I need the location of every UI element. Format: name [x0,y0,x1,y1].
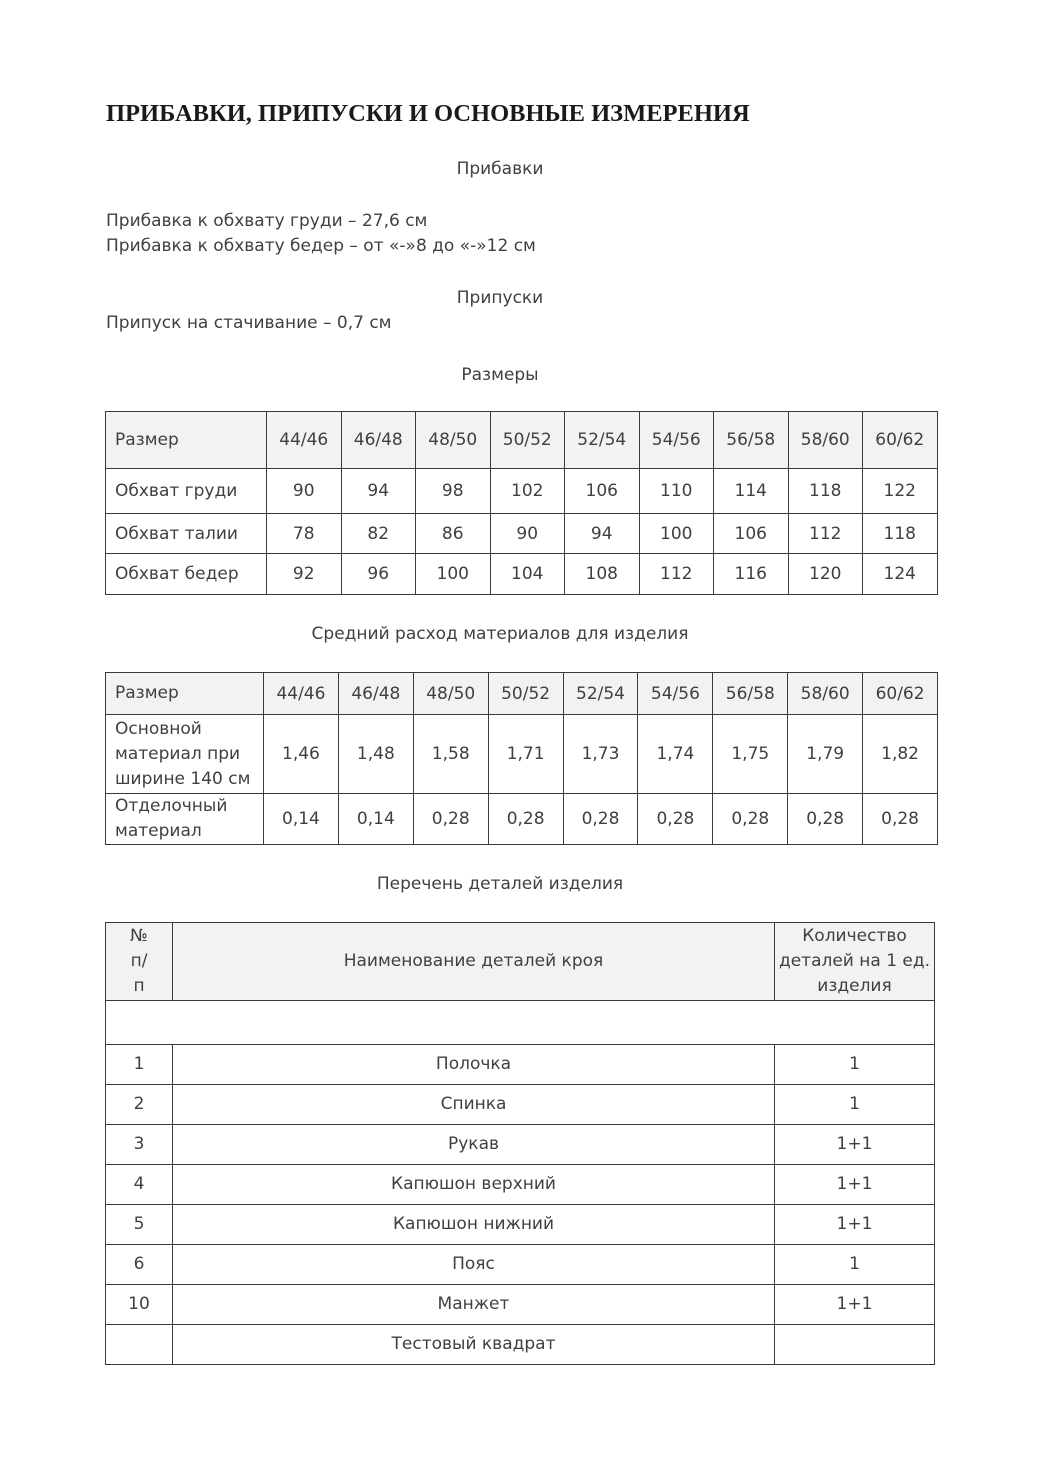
table-cell: 1 [106,1045,173,1085]
table-row [106,715,938,794]
sizes-heading: Размеры [461,365,539,385]
table-cell: 1,82 [863,715,938,794]
table-cell: 118 [788,469,863,514]
table-cell: 10 [106,1285,173,1325]
table-cell: 92 [267,554,342,595]
table-cell: Пояс [173,1245,775,1285]
table-cell: 0,28 [638,794,713,845]
row-label: Отделочный материал [106,794,264,845]
table-cell: 98 [416,469,491,514]
header-cell: 52/54 [565,412,640,469]
allowances-heading: Прибавки [456,159,544,179]
table-cell: 3 [106,1125,173,1165]
table-cell [106,1325,173,1365]
header-cell: 60/62 [863,412,938,469]
table-header-row [106,412,938,469]
table-row [106,1205,935,1245]
header-cell: 46/48 [341,412,416,469]
table-cell: 0,28 [713,794,788,845]
table-cell: Тестовый квадрат [173,1325,775,1365]
table-cell: 124 [863,554,938,595]
seam-line: Припуск на стачивание – 0,7 см [106,313,392,333]
header-cell: 44/46 [267,412,342,469]
table-cell: 1 [775,1245,935,1285]
table-cell: 1,71 [488,715,563,794]
header-cell: Количество деталей на 1 ед. изделия [775,923,935,1001]
header-cell: 60/62 [863,673,938,715]
table-cell: 1+1 [775,1205,935,1245]
table-row [106,1045,935,1085]
table-cell: 114 [714,469,789,514]
table-cell: 122 [863,469,938,514]
sizes-table [105,411,938,595]
allowance-line: Прибавка к обхвату бедер – от «-»8 до «-»12 см [106,236,536,256]
table-cell: 90 [267,469,342,514]
table-row [106,514,938,554]
table-row [106,1245,935,1285]
materials-table [105,672,938,845]
table-cell: 1,46 [264,715,339,794]
details-heading: Перечень деталей изделия [376,874,624,894]
table-cell: 0,28 [563,794,638,845]
table-cell: 1,48 [338,715,413,794]
table-cell: 78 [267,514,342,554]
table-cell: 0,28 [863,794,938,845]
table-cell: 120 [788,554,863,595]
allowance-line: Прибавка к обхвату груди – 27,6 см [106,211,428,231]
table-cell: 102 [490,469,565,514]
header-cell: 58/60 [788,673,863,715]
table-cell: 1 [775,1085,935,1125]
table-cell: 0,14 [264,794,339,845]
table-cell: 1 [775,1045,935,1085]
table-cell [775,1325,935,1365]
seams-heading: Припуски [456,288,544,308]
table-cell: Манжет [173,1285,775,1325]
empty-row-cell [106,1001,935,1045]
details-table [105,922,935,1365]
table-cell: 82 [341,514,416,554]
table-row [106,469,938,514]
table-cell: 1+1 [775,1165,935,1205]
table-cell: 2 [106,1085,173,1125]
header-cell: Размер [106,412,267,469]
table-cell: 1+1 [775,1125,935,1165]
row-label: Основной материал при ширине 140 см [106,715,264,794]
header-cell: 56/58 [713,673,788,715]
table-cell: 104 [490,554,565,595]
table-cell: 112 [639,554,714,595]
table-row [106,554,938,595]
table-cell: Спинка [173,1085,775,1125]
header-cell: 46/48 [338,673,413,715]
table-cell: 116 [714,554,789,595]
header-cell: 52/54 [563,673,638,715]
row-label: Обхват бедер [106,554,267,595]
table-cell: 100 [416,554,491,595]
table-cell: 1,74 [638,715,713,794]
table-cell: 0,14 [338,794,413,845]
table-cell: 1,73 [563,715,638,794]
table-cell: 6 [106,1245,173,1285]
table-cell: 94 [341,469,416,514]
header-cell: 44/46 [264,673,339,715]
row-label: Обхват талии [106,514,267,554]
header-cell: 50/52 [490,412,565,469]
table-cell: 112 [788,514,863,554]
table-cell: 96 [341,554,416,595]
table-cell: 118 [863,514,938,554]
table-header-row [106,923,935,1001]
table-cell: 1,75 [713,715,788,794]
table-cell: 0,28 [788,794,863,845]
header-cell: 48/50 [416,412,491,469]
table-row [106,1125,935,1165]
table-cell: 0,28 [488,794,563,845]
table-cell: 110 [639,469,714,514]
header-cell: 54/56 [638,673,713,715]
header-cell: № п/п [106,923,173,1001]
table-row [106,1085,935,1125]
table-cell: 4 [106,1165,173,1205]
table-cell: Рукав [173,1125,775,1165]
header-cell: Наименование деталей кроя [173,923,775,1001]
table-cell: 1+1 [775,1285,935,1325]
header-cell: 54/56 [639,412,714,469]
table-row [106,1285,935,1325]
table-cell: 90 [490,514,565,554]
table-row [106,1001,935,1045]
page-title: ПРИБАВКИ, ПРИПУСКИ И ОСНОВНЫЕ ИЗМЕРЕНИЯ [106,100,750,127]
table-cell: Полочка [173,1045,775,1085]
table-row [106,1325,935,1365]
table-cell: 106 [714,514,789,554]
table-cell: 86 [416,514,491,554]
header-cell: 56/58 [714,412,789,469]
table-cell: 1,58 [413,715,488,794]
table-cell: 94 [565,514,640,554]
header-cell: 58/60 [788,412,863,469]
table-cell: 1,79 [788,715,863,794]
table-cell: Капюшон нижний [173,1205,775,1245]
table-cell: 100 [639,514,714,554]
table-cell: 0,28 [413,794,488,845]
table-header-row [106,673,938,715]
table-cell: 5 [106,1205,173,1245]
table-row [106,794,938,845]
table-cell: Капюшон верхний [173,1165,775,1205]
materials-heading: Средний расход материалов для изделия [311,624,689,644]
table-cell: 106 [565,469,640,514]
table-row [106,1165,935,1205]
table-cell: 108 [565,554,640,595]
row-label: Обхват груди [106,469,267,514]
header-cell: Размер [106,673,264,715]
header-cell: 50/52 [488,673,563,715]
header-cell: 48/50 [413,673,488,715]
